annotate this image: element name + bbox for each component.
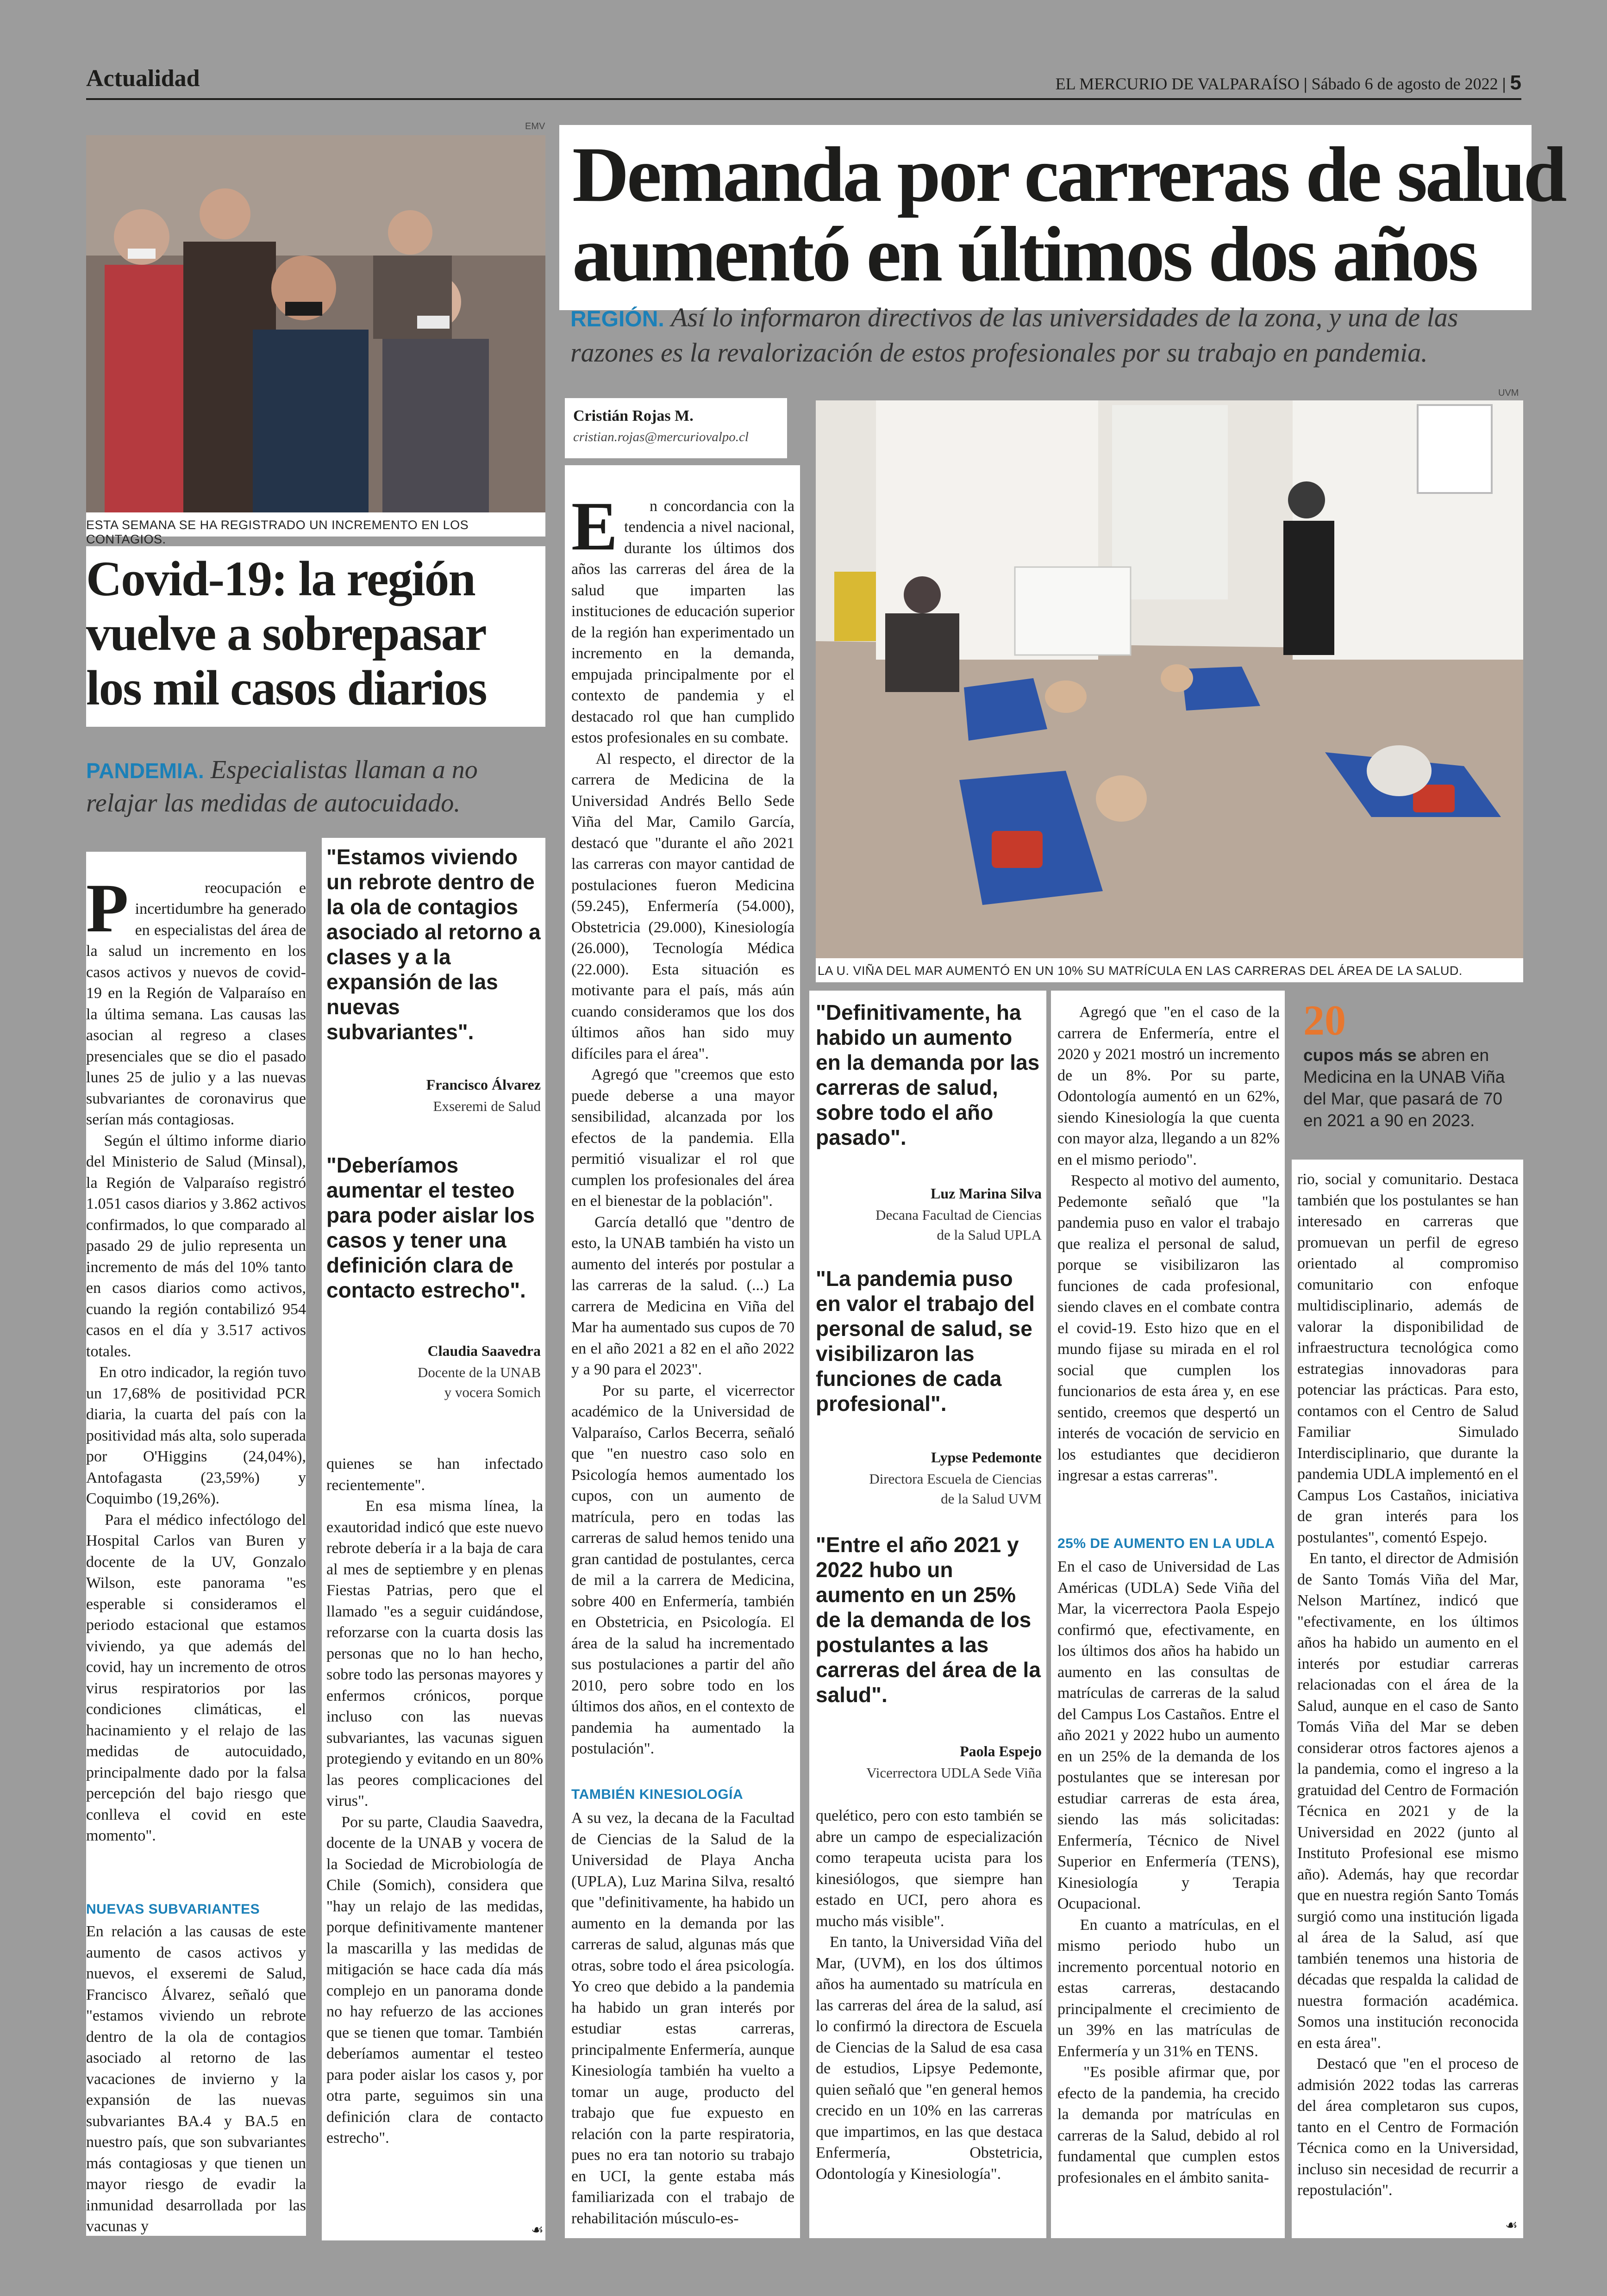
left-quote2-role1: Docente de la UNAB: [418, 1364, 541, 1380]
header-rule: [86, 98, 1521, 100]
main-end-mark-icon: ☙: [1505, 2217, 1518, 2234]
main-col1: [565, 465, 800, 2238]
issue-date: Sábado 6 de agosto de 2022: [1311, 75, 1498, 93]
left-quote1-role: Exseremi de Salud: [433, 1098, 541, 1114]
left-photo-caption-box: [86, 512, 545, 546]
training-room-photo: [816, 400, 1523, 958]
main-deck: [570, 301, 1524, 369]
main-headline-line1: Demanda por carreras de salud: [572, 131, 1565, 218]
masthead-info: EL MERCURIO DE VALPARAÍSO | Sábado 6 de agosto de 2022 | 5: [1055, 71, 1521, 94]
left-subhead: NUEVAS SUBVARIANTES: [86, 1902, 260, 1917]
main-col2: [809, 991, 1046, 2238]
left-col1-body: [86, 856, 306, 1898]
main-quote2: "La pandemia puso en valor el trabajo del personal de salud, se visibilizaron las funciones de cada profesional".: [816, 1267, 1035, 1416]
left-end-mark-icon: ☙: [531, 2222, 544, 2238]
main-col3-text: Agregó que "en el caso de la carrera de Enfermería, entre el 2020 y 2021 mostró un incremento de un 8%. Por su parte, Odontología aumentó en un 62%, siendo Kinesiología la que cuenta con mayor alza, llegando a un 82% en el mismo periodo". Respecto al motivo del aumento, Pedemonte señaló que "la pandemia puso en valor el trabajo que realiza el personal de salud, porque se visibilizaron las funciones de cada profesional, siendo claves en el combate contra el covid-19. Esto hizo que en el mundo fijase su mirada en el rol social que cumplen los funcionarios de esta área y, en ese sentido, creemos que despertó un interés de vocación de servicio en los estudiantes que decidieron ingresar a estas carreras".: [1057, 1004, 1280, 1484]
main-quote3-name: Paola Espejo: [960, 1743, 1042, 1759]
left-quote2-name: Claudia Saavedra: [427, 1342, 541, 1359]
main-col4-text: rio, social y comunitario. Destaca también que los postulantes se han interesado en carreras que promuevan un perfil de egreso orientado al compromiso comunitario con enfoque multidisciplinario, además de valorar la disponibilidad de infraestructura tecnológica como estrategias innovadoras para potenciar las prácticas. Para esto, contamos con el Centro de Salud Familiar Simulado Interdisciplinario, que durante la pandemia UDLA implementó en el Campus Los Castaños, iniciativa de gran interés para los postulantes", comentó Espejo. En tanto, el director de Admisión de Santo Tomás Viña del Mar, Nelson Martínez, indicó que "efectivamente, en los últimos años ha habido un aumento en el interés por estudiar carreras relacionadas con el área de la Salud, aunque en el caso de Santo Tomás Viña del Mar se deben considerar otros factores ajenos a la pandemia, como el ingreso a la gratuidad del Centro de Formación Técnica en 2021 y de la Universidad en 2022 (junto al Instituto Profesional ese mismo año). Además, hay que recordar que en nuestra región Santo Tomás surgió como una institución ligada al área de la Salud, así que también tenemos una historia de décadas que respalda la calidad de nuestra formación académica. Somos una institución reconocida en esta área". Destacó que "en el proceso de admisión 2022 todas las carreras del área completaron sus cupos, tanto en el Centro de Formación Técnica como en la Universidad, incluso sin necesidad de recurrir a repostulación".: [1297, 1171, 1519, 2199]
stat-bold: cupos más se: [1303, 1046, 1417, 1065]
left-dropcap: P: [86, 869, 129, 947]
left-col1: [86, 852, 310, 2236]
byline-email: cristian.rojas@mercuriovalpo.cl: [573, 430, 749, 444]
main-dropcap: E: [571, 487, 618, 565]
main-col1-text2: A su vez, la decana de la Facultad de Ciencias de la Salud de la Universidad de Playa Ancha (UPLA), Luz Marina Silva, resaltó que "definitivamente, ha habido un aumento en la demanda por las carreras de salud, algunas más que otras, sobre todo el área psicología. Yo creo que debido a la pandemia ha habido un gran interés por estudiar estas carreras, principalmente Enfermería, aunque Kinesiología también ha vuelto a tomar un auge, producto del trabajo que fue expuesto en relación con la parte respiratoria, pues no era tan notorio su trabajo en UCI, la gente estaba más familiarizada con el trabajo de rehabilitación músculo-es-: [571, 1809, 799, 2227]
main-quote2-role1: Directora Escuela de Ciencias: [869, 1471, 1042, 1487]
paper-name: EL MERCURIO DE VALPARAÍSO: [1055, 75, 1300, 93]
main-col1-text: n concordancia con la tendencia a nivel nacional, durante los últimos dos años las carreras del área de la salud que imparten las instituciones de educación superior de la región han experimentado un incremento en la demanda, empujada principalmente por el contexto de pandemia y el destacado rol que han cumplido estos profesionales en su combate. Al respecto, el director de la carrera de Medicina de la Universidad Andrés Bello Sede Viña del Mar, Camilo García, destacó que "durante el año 2021 las carreras con mayor cantidad de postulaciones fueron Medicina (59.245), Enfermería (54.000), Obstetricia (29.000), Kinesiología (26.000), Tecnología Médica (22.000). Esta situación es motivante para el país, más aún cuando consideramos que los dos últimos años han sido muy difíciles para el área". Agregó que "creemos que esto puede deberse a una mayor sensibilidad, alcanzada por los efectos de la pandemia. Ella permitió visualizar el rol que cumplen los profesionales del área en el bienestar de la población". García detalló que "dentro de esto, la UNAB también ha visto un aumento del interés por postular a las carreras de la salud. (...) La carrera de Medicina en Viña del Mar ha aumentado sus cupos de 70 en el año 2021 a 82 en el año 2022 y a 90 para el 2023". Por su parte, el vicerrector académico de la Universidad de Valparaíso, Carlos Becerra, señaló que "en nuestro caso solo en Psicología hemos aumentado los cupos, con un aumento de matrícula, pero en todas las carreras de salud hemos tenido una gran cantidad de postulantes, cerca de mil a la carrera de Medicina, sobre 400 en Enfermería, también en Obstetricia, en Psicología. El área de la salud ha incrementado sus postulaciones a partir del año 2010, pero sobre todo en los últimos dos años, en el contexto de pandemia ha aumentado la postulación".: [571, 497, 795, 1757]
left-quote2-role2: y vocera Somich: [444, 1384, 541, 1400]
main-col3-text2: En el caso de Universidad de Las Américas (UDLA) Sede Viña del Mar, la vicerrectora Paola Espejo confirmó que, efectivamente, en los últimos dos años ha habido un aumento en las consultas de matrículas de carreras de la salud del Campus Los Castaños. Entre el año 2021 y 2022 hubo un aumento en un 25% de la demanda de los postulantes que se interesan por estudiar carreras de esta área, siendo las más solicitadas: Enfermería, Técnico de Nivel Superior en Enfermería (TENS), Kinesiología y Terapia Ocupacional. En cuanto a matrículas, en el mismo periodo hubo un incremento porcentual notorio en estas carreras, destacando principalmente el crecimiento de un 39% en las matrículas de Enfermería y un 31% en TENS. "Es posible afirmar que, por efecto de la pandemia, ha crecido la demanda por matrículas en carreras de la Salud, debido al rol fundamental que cumplen estos profesionales en el ámbito sanita-: [1057, 1558, 1280, 2186]
left-quote1: "Estamos viviendo un rebrote dentro de la ola de contagios asociado al retorno a clases y a la expansión de las nuevas subvariantes".: [326, 845, 541, 1044]
stat-box: [1303, 999, 1523, 1138]
main-photo-caption-box: [816, 958, 1523, 982]
left-col2-text: quienes se han infectado recientemente". En esa misma línea, la exautoridad indicó que este nuevo rebrote debería ir a la baja de cara al mes de septiembre y en plenas Fiestas Patrias, pero que el llamado "es a seguir cuidándose, reforzarse con la cuarta dosis las personas que no lo han hecho, sobre todo las personas mayores y enfermos crónicos, porque incluso con las nuevas subvariantes, las vacunas siguen protegiendo y evitando en un 80% las peores complicaciones del virus". Por su parte, Claudia Saavedra, docente de la UNAB y vocera de la Sociedad de Microbiología de Chile (Somich), considera que "hay un relajo de las medidas, porque definitivamente mantener la mascarilla y las medidas de mitigación se hace cada día más complejo en un panorama donde no hay refuerzo de las acciones que se tienen que tomar. También deberíamos aumentar el testeo para poder aislar los casos y, por otra parte, seguimos sin una definición clara de contacto estrecho".: [326, 1455, 544, 2146]
main-quote1: "Definitivamente, ha habido un aumento en la demanda por las carreras de salud, sobre todo el año pasado".: [816, 1000, 1040, 1149]
main-headline-box: [559, 125, 1565, 310]
left-col1-text2: En relación a las causas de este aumento de casos activos y nuevos, el exseremi de Salud, Francisco Álvarez, señaló que "estamos viviendo un rebrote dentro de la ola de contagios asociado al retorno de las vacaciones de invierno y la expansión de las nuevas subvariantes BA.4 y BA.5 en nuestro país, que son subvariantes más contagiosas y que tienen un mayor riesgo de evadir la inmunidad desarrollada por las vacunas y: [86, 1923, 310, 2235]
left-col2: [322, 838, 545, 2240]
left-quote2: "Deberíamos aumentar el testeo para poder aislar los casos y tener una definición clara de contacto estrecho".: [326, 1153, 535, 1302]
main-quote3-role: Vicerrectora UDLA Sede Viña: [866, 1765, 1042, 1781]
left-headline: Covid-19: la región vuelve a sobrepasar los mil casos diarios: [86, 552, 487, 716]
byline-name: Cristián Rojas M.: [573, 407, 694, 424]
main-quote2-role2: de la Salud UVM: [941, 1491, 1042, 1507]
main-col3: [1051, 991, 1285, 2238]
left-col1-text: reocupación e incertidumbre ha generado en especialistas del área de la salud un incremento en los casos activos y nuevos de covid-19 en la Región de Valparaíso en la última semana. Las causas las asocian al regreso a clases presenciales que se dio el pasado lunes 25 de julio y a las nuevas subvariantes de coronavirus que serían más contagiosas. Según el último informe diario del Ministerio de Salud (Minsal), la Región de Valparaíso registró 1.051 casos diarios y 3.862 activos confirmados, lo que comparado al pasado 29 de julio representa un incremento de más del 10% tanto en casos diarios como activos, cuando la región contabilizó 954 casos en el día y 3.517 activos totales. En otro indicador, la región tuvo un 17,68% de positividad PCR diaria, la cuarta del país con la positividad más alta, solo superada por O'Higgins (24,04%), Antofagasta (23,59%) y Coquimbo (19,26%). Para el médico infectólogo del Hospital Carlos van Buren y docente de la UV, Gonzalo Wilson, este panorama "es esperable si consideramos el periodo estacional que estamos viviendo, ya que además del covid, hay un incremento de otros virus respiratorios por las condiciones climáticas, el hacinamiento y el relajo de las medidas de autocuidado, principalmente dado por la falsa percepción del bajo riesgo que conlleva el covid en este momento".: [86, 879, 306, 1844]
main-quote1-role2: de la Salud UPLA: [937, 1227, 1042, 1243]
main-deck-text: Así lo informaron directivos de las universidades de la zona, y una de las razones es la revalorización de estos profesionales por su trabajo en pandemia.: [570, 302, 1458, 368]
main-photo-caption: LA U. VIÑA DEL MAR AUMENTÓ EN UN 10% SU MATRÍCULA EN LAS CARRERAS DEL ÁREA DE LA SALUD.: [818, 964, 1463, 978]
main-quote3: "Entre el año 2021 y 2022 hubo un aumento en un 25% de la demanda de los postulantes a las carreras del área de la salud".: [816, 1533, 1041, 1707]
left-quote1-name: Francisco Álvarez: [426, 1076, 541, 1093]
main-col1-body: [571, 474, 794, 1776]
main-subhead-udla: 25% DE AUMENTO EN LA UDLA: [1057, 1536, 1275, 1551]
crowd-photo: [86, 135, 545, 512]
stat-text: abren en Medicina en la UNAB Viña del Mar, que pasará de 70 en 2021 a 90 en 2023.: [1303, 1046, 1505, 1130]
main-col2-text: quelético, pero con esto también se abre un campo de especialización como terapeuta ucista para los kinesiólogos, que siempre han estado en UCI, pero ahora es mucho más visible". En tanto, la Universidad Viña del Mar, (UVM), en los dos últimos años ha aumentado su matrícula en las carreras del área de la salud, así lo confirmó la directora de Escuela de Ciencias de la Salud de esa casa de estudios, Lipsye Pedemonte, quien señaló que "en general hemos crecido en un 10% en las carreras que impartimos, en las que destaca Enfermería, Obstetricia, Odontología y Kinesiología".: [816, 1807, 1043, 2183]
main-col4: [1292, 1160, 1523, 2238]
main-quote1-name: Luz Marina Silva: [930, 1185, 1042, 1202]
left-deck: [86, 754, 545, 819]
left-deck-text: Especialistas llaman a no relajar las medidas de autocuidado.: [86, 755, 478, 817]
left-kicker: PANDEMIA.: [86, 759, 204, 783]
crowd-photo-illustration: [86, 135, 545, 512]
main-quote2-name: Lypse Pedemonte: [931, 1449, 1042, 1466]
stat-text-block: [1303, 1044, 1521, 1131]
left-photo-caption: ESTA SEMANA SE HA REGISTRADO UN INCREMENTO EN LOS CONTAGIOS.: [86, 518, 469, 546]
training-room-illustration: [816, 400, 1523, 958]
left-headline-box: [86, 546, 545, 727]
main-kicker: REGIÓN.: [570, 307, 664, 331]
page-number: 5: [1510, 71, 1521, 94]
main-quote1-role1: Decana Facultad de Ciencias: [875, 1207, 1042, 1223]
main-headline-line2: aumentó en últimos dos años: [572, 211, 1476, 298]
byline-box: [565, 398, 787, 458]
stat-number: 20: [1303, 997, 1346, 1044]
section-label: Actualidad: [86, 65, 200, 92]
main-photo-credit: UVM: [1498, 388, 1519, 398]
main-subhead-kine: TAMBIÉN KINESIOLOGÍA: [571, 1787, 744, 1802]
page-header: [86, 65, 1521, 102]
left-photo-credit: EMV: [525, 121, 545, 131]
